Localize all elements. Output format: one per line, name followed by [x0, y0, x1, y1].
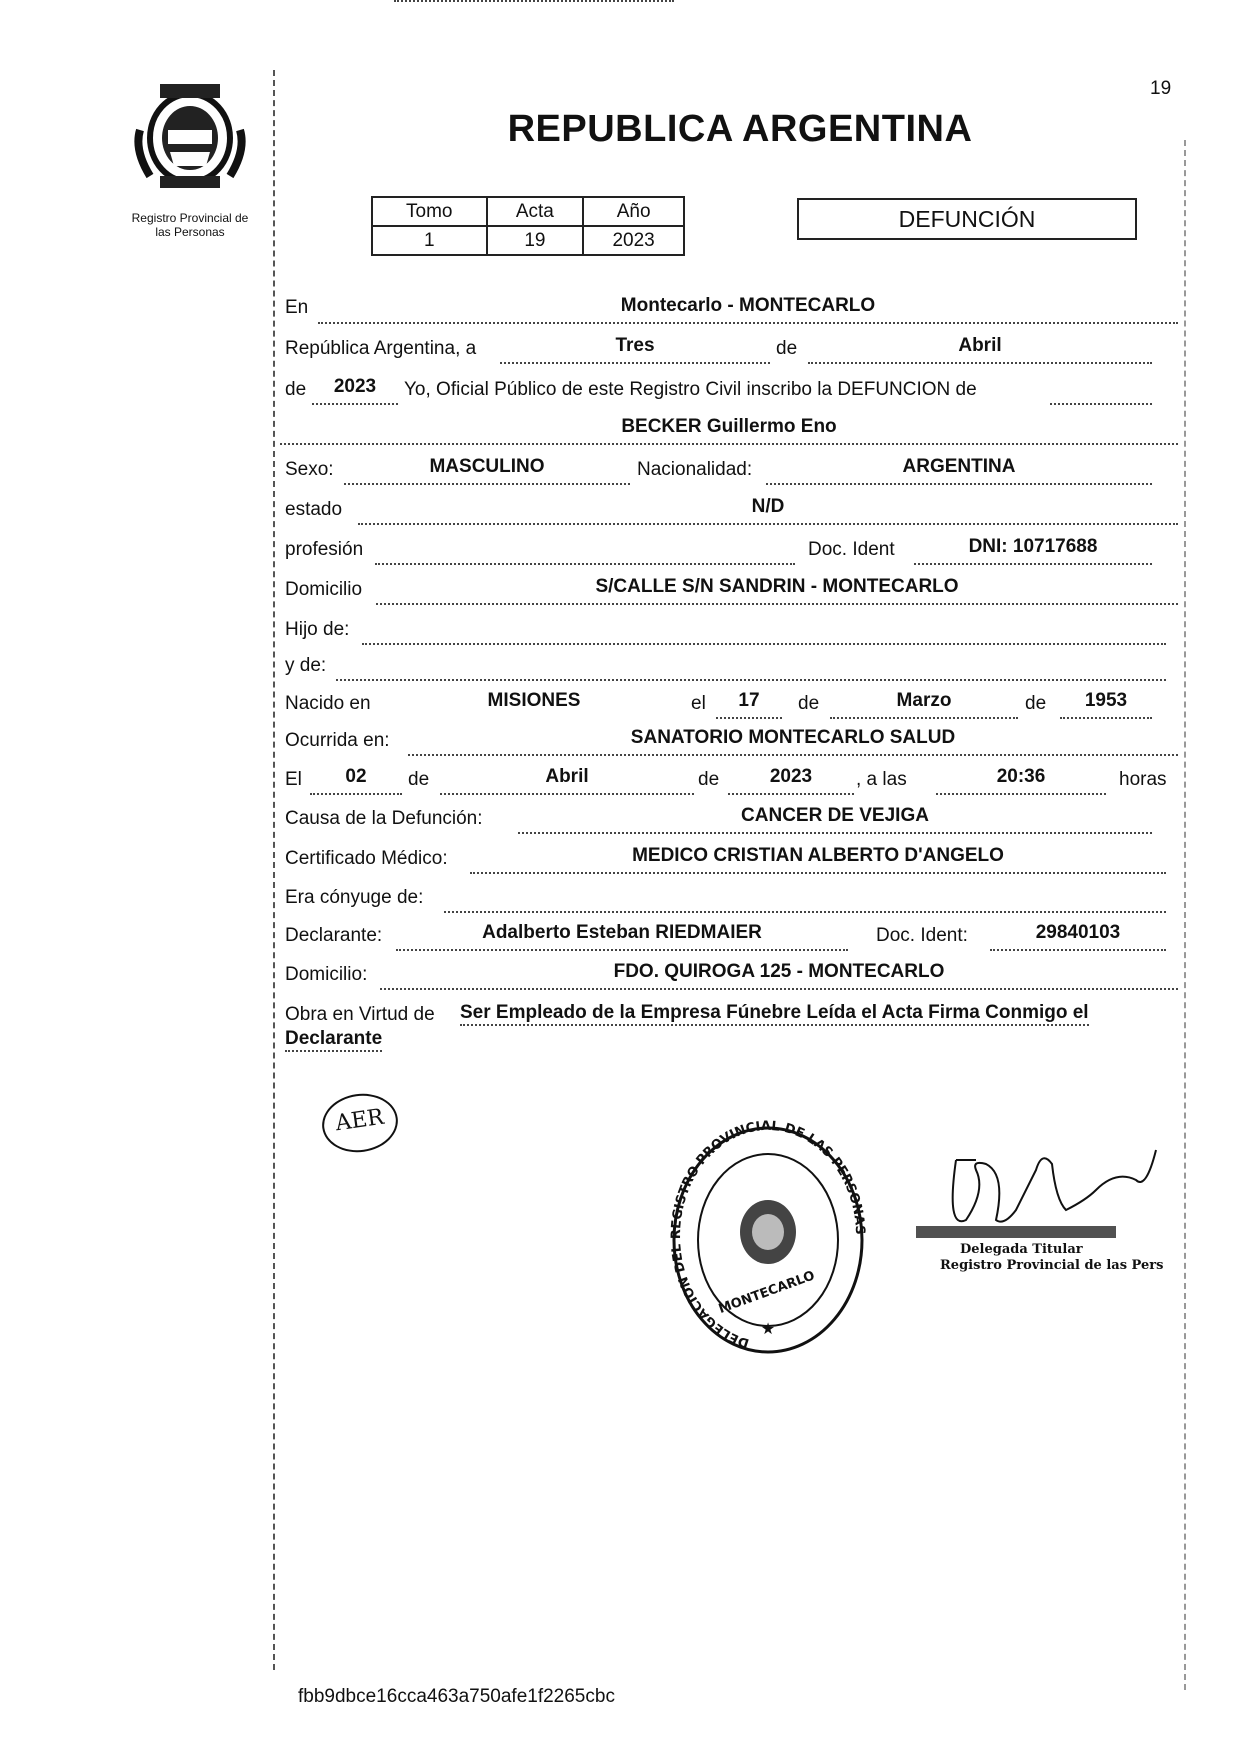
republica-label: República Argentina, a — [285, 338, 477, 359]
declarante-label: Declarante: — [285, 925, 383, 946]
domicilio2-value: FDO. QUIROGA 125 - MONTECARLO — [613, 961, 945, 982]
def-anio-line — [728, 793, 854, 795]
hijo-label: Hijo de: — [285, 619, 350, 640]
def-dia: 02 — [345, 766, 367, 787]
def-mes: Abril — [545, 766, 589, 787]
year-value: 2023 — [333, 376, 377, 397]
month-text: Abril — [958, 335, 1002, 356]
el2-label: El — [285, 769, 302, 790]
initials-text: AER — [333, 1104, 386, 1137]
causa-line — [518, 832, 1152, 834]
nacido-anio: 1953 — [1084, 690, 1128, 711]
doc-ident2-line — [990, 949, 1166, 951]
def-anio: 2023 — [769, 766, 813, 787]
signature-scribble-icon — [916, 1130, 1176, 1260]
de-label: de — [776, 338, 798, 359]
tomo-value: 1 — [372, 226, 487, 255]
registry-line-1: Registro Provincial de — [131, 211, 249, 225]
ocurrida-label: Ocurrida en: — [285, 730, 390, 751]
nacido-dia: 17 — [738, 690, 760, 711]
nacido-lugar: MISIONES — [487, 690, 581, 711]
domicilio2-label: Domicilio: — [285, 964, 368, 985]
causa-label: Causa de la Defunción: — [285, 808, 483, 829]
registry-line-2: las Personas — [155, 225, 225, 239]
obra-value-line2: Declarante — [285, 1028, 382, 1052]
def-mes-line — [440, 793, 694, 795]
conyuge-label: Era cónyuge de: — [285, 887, 424, 908]
conyuge-line — [444, 911, 1166, 913]
domicilio-value: S/CALLE S/N SANDRIN - MONTECARLO — [595, 576, 959, 597]
de6-label: de — [698, 769, 720, 790]
de5-label: de — [408, 769, 430, 790]
def-dia-line — [310, 793, 402, 795]
domicilio2-line — [380, 988, 1178, 990]
declarante-value: Adalberto Esteban RIEDMAIER — [482, 922, 762, 943]
profesion-line — [375, 563, 795, 565]
initials-mark — [318, 1089, 401, 1157]
name-line — [280, 443, 1178, 445]
el-label: el — [691, 693, 706, 714]
en-value: Montecarlo - MONTECARLO — [620, 295, 876, 316]
def-hora-line — [936, 793, 1106, 795]
nacido-lugar-line — [394, 0, 674, 2]
def-hora: 20:36 — [996, 766, 1046, 787]
signature-line-2: Registro Provincial de las Pers — [940, 1258, 1164, 1273]
estado-label: estado — [285, 499, 343, 520]
signature — [916, 1130, 1176, 1260]
horas-label: horas — [1119, 769, 1167, 790]
declarante-line — [396, 949, 848, 951]
day-text: Tres — [615, 335, 655, 356]
causa-value: CANCER DE VEJIGA — [741, 805, 929, 826]
doc-ident-line — [914, 563, 1152, 565]
nacido-mes-line — [830, 717, 1018, 719]
en-line — [318, 322, 1178, 324]
nacido-mes: Marzo — [896, 690, 952, 711]
signature-line-1: Delegada Titular — [960, 1242, 1083, 1257]
province-seal-icon — [130, 80, 250, 192]
anio-header: Año — [583, 197, 684, 226]
yde-label: y de: — [285, 655, 327, 676]
domicilio-line — [376, 603, 1178, 605]
signature-caption — [940, 1242, 1163, 1274]
profesion-label: profesión — [285, 539, 364, 560]
acta-header: Acta — [487, 197, 584, 226]
sexo-value: MASCULINO — [429, 456, 545, 477]
year-line — [312, 403, 398, 405]
nacido-dia-line — [716, 717, 782, 719]
stamp-seal-icon — [668, 1120, 868, 1360]
record-type-box — [797, 198, 1137, 240]
oficial-line — [1050, 403, 1152, 405]
registry-table — [371, 196, 685, 256]
page-title: REPUBLICA ARGENTINA — [507, 108, 973, 150]
estado-value: N/D — [751, 496, 785, 517]
doc-ident2-label: Doc. Ident: — [876, 925, 968, 946]
record-type: DEFUNCIÓN — [898, 206, 1036, 232]
registry-name — [108, 211, 272, 239]
sexo-label: Sexo: — [285, 459, 334, 480]
day-line — [500, 362, 770, 364]
nacionalidad-value: ARGENTINA — [902, 456, 1016, 477]
de3-label: de — [798, 693, 820, 714]
acta-value: 19 — [487, 226, 584, 255]
hijo-line — [362, 643, 1166, 645]
doc-ident2-value: 29840103 — [1035, 922, 1121, 943]
yde-line — [336, 679, 1166, 681]
certificado-label: Certificado Médico: — [285, 848, 448, 869]
footer-hash: fbb9dbce16cca463a750afe1f2265cbc — [298, 1686, 615, 1707]
de4-label: de — [1025, 693, 1047, 714]
doc-ident-label: Doc. Ident — [808, 539, 895, 560]
obra-label: Obra en Virtud de — [285, 1004, 435, 1025]
month-line — [808, 362, 1152, 364]
oficial-text: Yo, Oficial Público de este Registro Civil inscribo la DEFUNCION de — [404, 379, 977, 400]
ocurrida-value: SANATORIO MONTECARLO SALUD — [630, 727, 956, 748]
nacionalidad-label: Nacionalidad: — [637, 459, 753, 480]
nacionalidad-line — [766, 483, 1152, 485]
nacido-anio-line — [1060, 717, 1152, 719]
province-logo — [130, 80, 250, 192]
margin-line — [273, 70, 275, 1670]
de2-label: de — [285, 379, 307, 400]
official-stamp — [668, 1120, 868, 1360]
obra-value-line1: Ser Empleado de la Empresa Fúnebre Leída el Acta Firma Conmigo el — [460, 1002, 1089, 1026]
certificado-line — [470, 872, 1166, 874]
stamp-star-icon: ★ — [760, 1321, 776, 1338]
deceased-name: BECKER Guillermo Eno — [621, 416, 837, 437]
doc-ident-value: DNI: 10717688 — [968, 536, 1098, 557]
tomo-header: Tomo — [372, 197, 487, 226]
domicilio-label: Domicilio — [285, 579, 363, 600]
page-number: 19 — [1150, 78, 1172, 99]
estado-line — [358, 523, 1178, 525]
nacido-label: Nacido en — [285, 693, 371, 714]
stamp-ring-text: DELEGACION DEL REGISTRO PROVINCIAL DE LAS PERSONAS — [668, 1120, 868, 1351]
right-edge-marks — [1184, 140, 1186, 1690]
en-label: En — [285, 297, 309, 318]
ocurrida-line — [408, 754, 1178, 756]
sexo-line — [344, 483, 630, 485]
certificado-value: MEDICO CRISTIAN ALBERTO D'ANGELO — [632, 845, 1004, 866]
alas-label: , a las — [856, 769, 907, 790]
anio-value: 2023 — [583, 226, 684, 255]
stamp-city-text: MONTECARLO — [716, 1268, 817, 1318]
